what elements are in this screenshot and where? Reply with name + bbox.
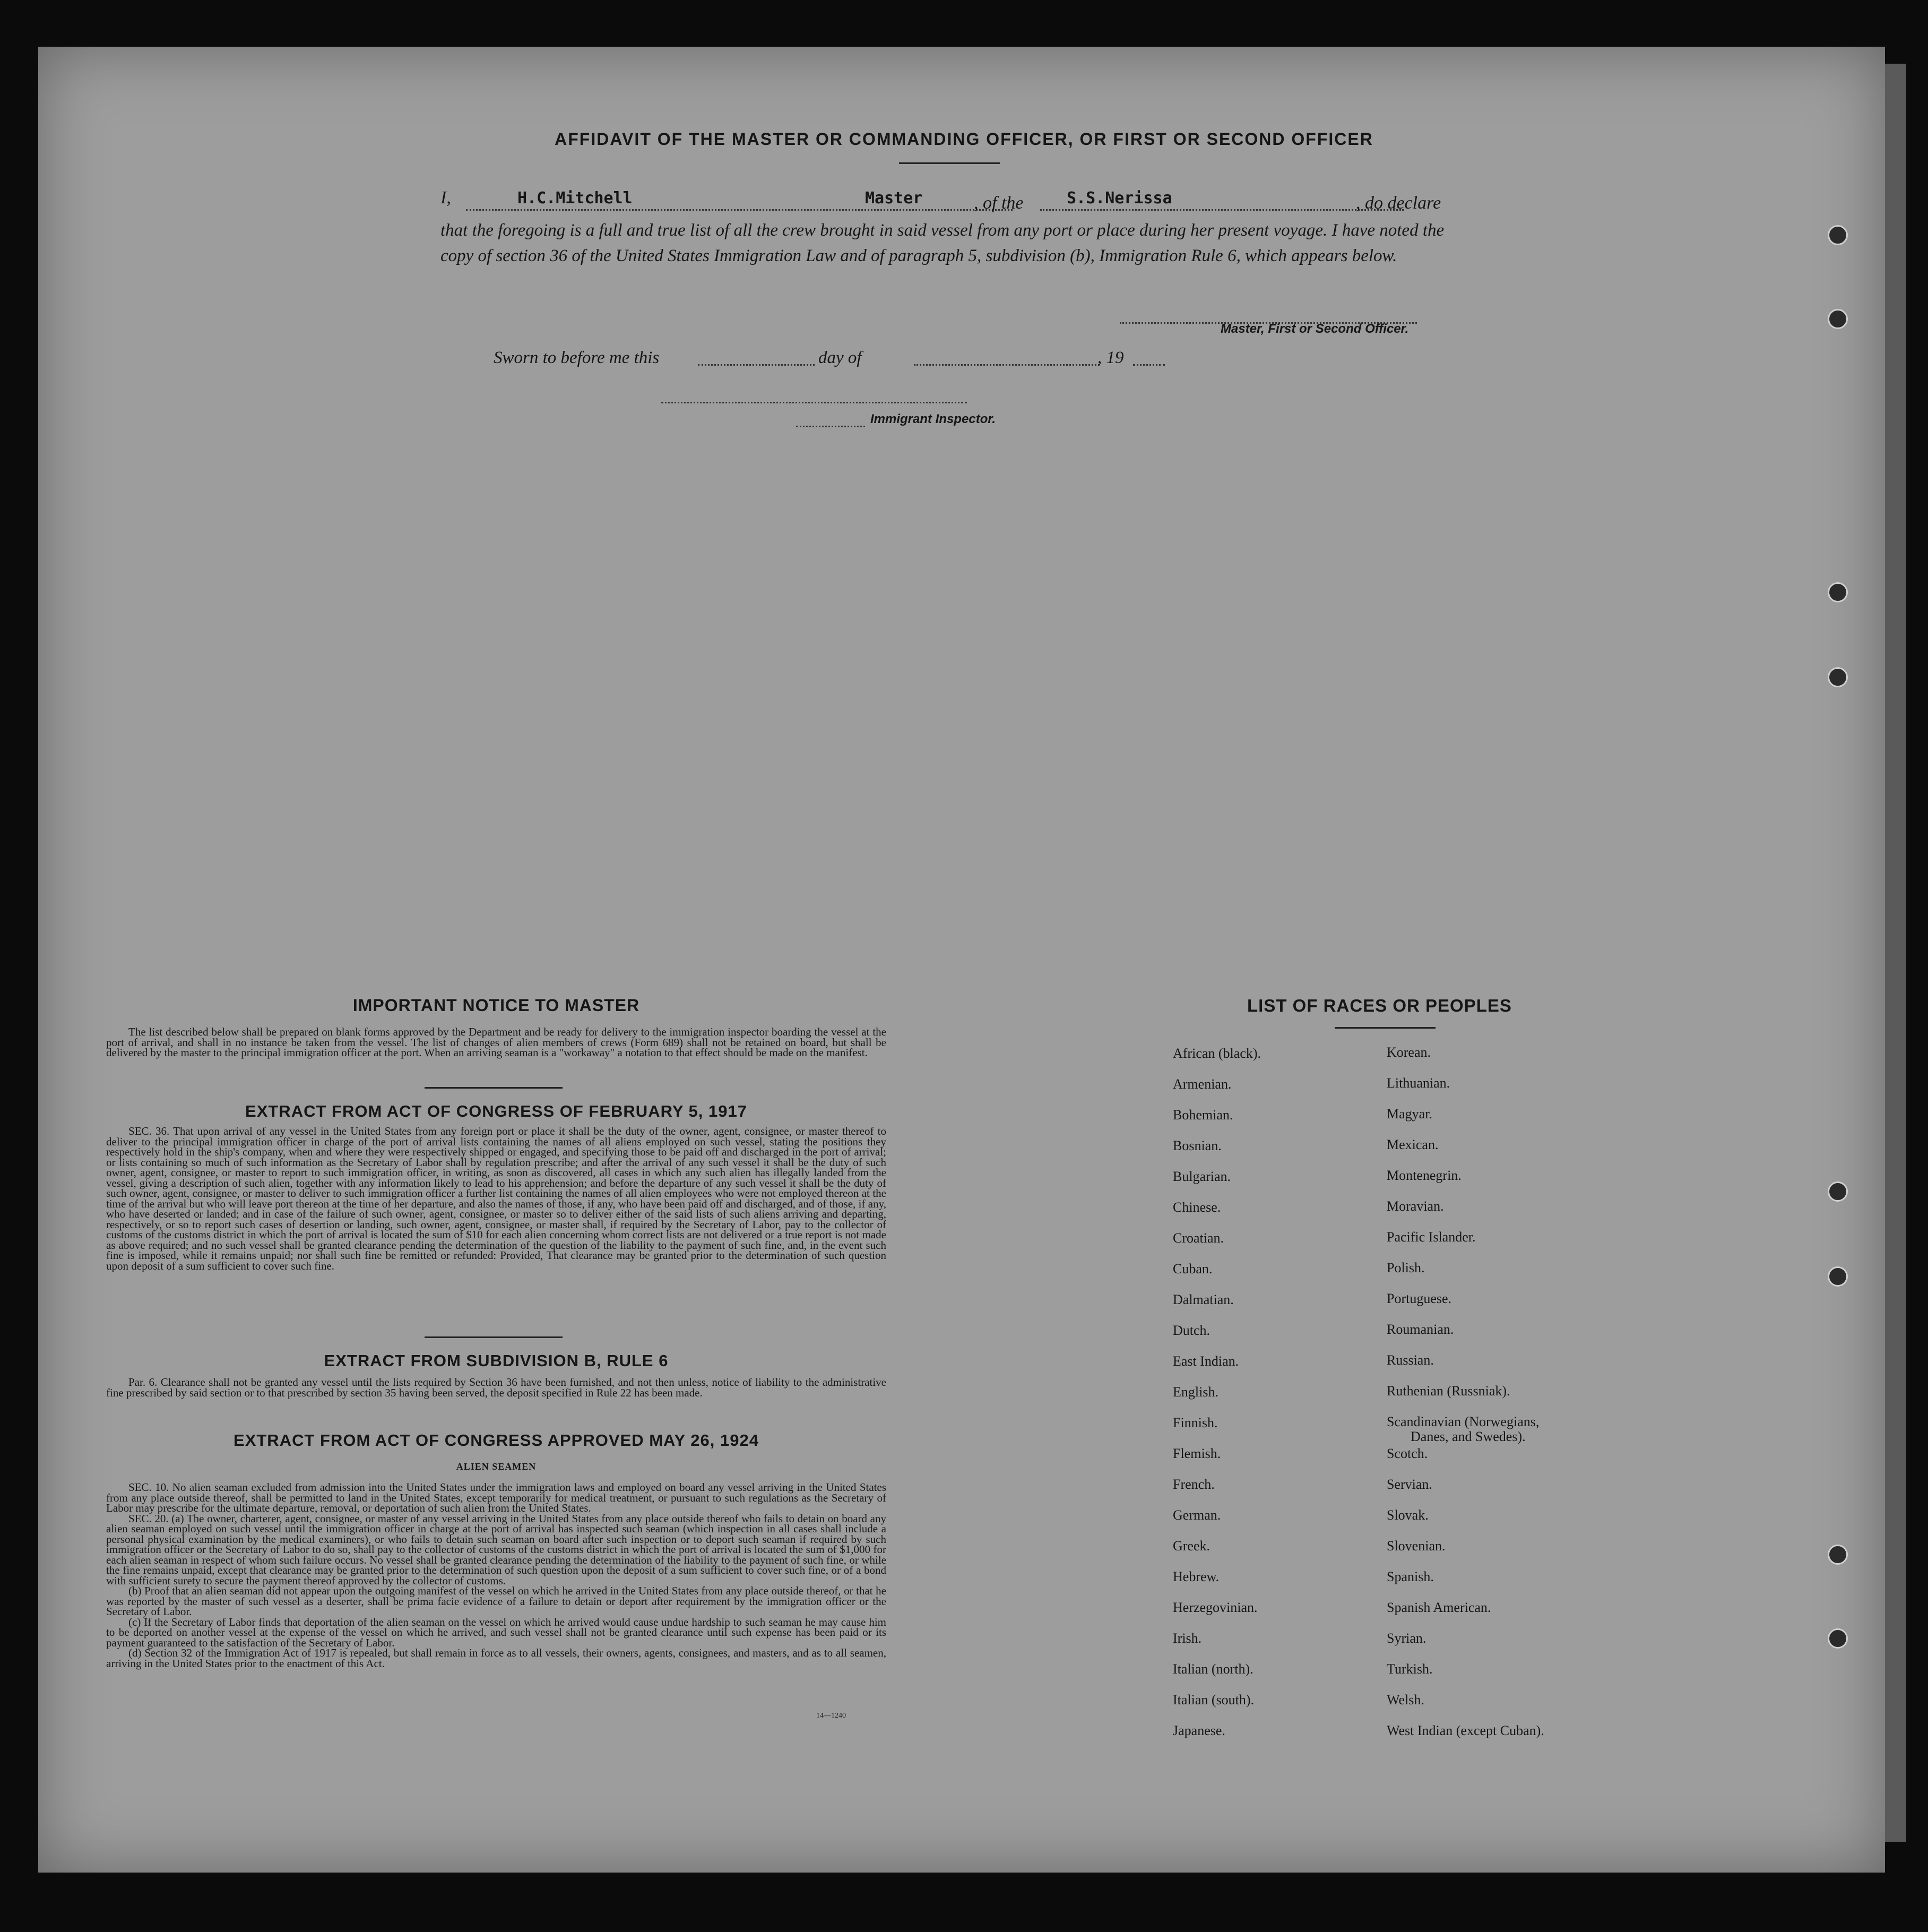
- binder-hole: [1828, 225, 1848, 245]
- sheet-edge: [1885, 64, 1906, 1842]
- race-item: African (black).: [1173, 1046, 1261, 1061]
- day-of-text: day of: [818, 348, 862, 367]
- extract-1924-text: [106, 1482, 886, 1669]
- race-item: Pacific Islander.: [1387, 1229, 1476, 1245]
- races-title-rule: [1335, 1027, 1436, 1029]
- sec-10-paragraph: SEC. 10. No alien seaman excluded from admission into the United States under the immigration laws and employed on board any vessel arriving in the United States from any place outside thereof, shall be permitted to land in the United States, except temporarily for medical treatment, or pursuant to such regulations as the Secretary of Labor may prescribe for the ultimate departure, removal, or deportation of such alien from the United States.: [106, 1481, 886, 1514]
- race-item: West Indian (except Cuban).: [1387, 1723, 1544, 1738]
- notice-text: [106, 1027, 886, 1058]
- sworn-year-line: [1133, 364, 1165, 366]
- declaration-prefix: I,: [440, 188, 451, 208]
- name-dotted-line: [466, 209, 1013, 211]
- race-item: Russian.: [1387, 1352, 1434, 1368]
- extract-1917-title: EXTRACT FROM ACT OF CONGRESS OF FEBRUARY 5, 1917: [245, 1102, 747, 1120]
- section-rule: [425, 1336, 563, 1338]
- binder-hole: [1828, 1181, 1848, 1202]
- race-item: Ruthenian (Russniak).: [1387, 1383, 1510, 1399]
- sec-36-paragraph: SEC. 36. That upon arrival of any vessel in the United States from any foreign port or place it shall be the duty of the owner, agent, consignee, or master thereof to deliver to the principal immigration officer in charge of the port of arrival lists containing the names of all aliens employed on such vessel, stating the positions they respectively hold in the ship's company, when and where they were respectively shipped or engaged, and specifying those to be paid off and discharged in the port of arrival; or lists containing so much of such information as the Secretary of Labor shall by regulation prescribe; and after the arrival of any such vessel it shall be the duty of such owner, agent, consignee, or master to report to such immigration officer, in writing, as soon as discovered, all cases in which any such alien has illegally landed from the vessel, giving a description of such alien, together with any information likely to lead to his apprehension; and before the departure of any such vessel it shall be the duty of such owner, agent, consignee, or master to deliver to such immigration officer a further list containing the names of all alien employees who were not employed thereon at the time of the arrival but who will leave port thereon at the time of her departure, and also the names of those, if any, who have been paid off and discharged, and of those, if any, who have deserted or landed; and in case of the failure of such owner, agent, consignee, or master so to deliver either of the said lists of such aliens arriving and departing, respectively, or so to report such cases of desertion or landing, such owner, agent, consignee, or master shall, if required by the Secretary of Labor, pay to the collector of customs of the customs district in which the port of arrival is located the sum of $10 for each alien concerning whom correct lists are not delivered or a true report is not made as above required; and no such vessel shall be granted clearance pending the determination of the question of the liability to the payment of such fine, and, in the event such fine is imposed, while it remains unpaid; nor shall such fine be remitted or refunded: Provided, That clearance may be granted prior to the determination of such question upon deposit of a sum sufficient to cover such fine.: [106, 1125, 886, 1272]
- sec-20d-paragraph: (d) Section 32 of the Immigration Act of 1917 is repealed, but shall remain in force as to all vessels, their owners, agents, consignees, and masters, and as to all seamen, arriving in the United States prior to the enactment of this Act.: [106, 1646, 886, 1670]
- sworn-day-line: [698, 364, 815, 366]
- sec-20a-paragraph: SEC. 20. (a) The owner, charterer, agent, consignee, or master of any vessel arriving in the United States from any place outside thereof who fails to detain on board any alien seaman employed on such vessel until the immigration officer in charge at the port of arrival has inspected such seaman (which inspection in all cases shall include a personal physical examination by the medical examiners), or who fails to detain such seaman on board after such inspection or to deport such seaman if required by such immigration officer or the Secretary of Labor to do so, shall pay to the collector of customs of the customs district in which the port of arrival is located the sum of $1,000 for each alien seaman in respect of whom such failure occurs. No vessel shall be granted clearance pending the determination of the liability to the payment of such fine, or while the fine remains unpaid, except that clearance may be granted prior to the determination of such question upon the deposit of a sum sufficient to cover such fine, or of a bond with sufficient surety to secure the payment thereof approved by the collector of customs.: [106, 1512, 886, 1587]
- race-item: French.: [1173, 1477, 1215, 1492]
- race-item: Hebrew.: [1173, 1569, 1220, 1584]
- notice-title: IMPORTANT NOTICE TO MASTER: [352, 996, 640, 1015]
- sec-20b-paragraph: (b) Proof that an alien seaman did not appear upon the outgoing manifest of the vessel on which he arrived in the United States from any place outside thereof, or that he was reported by the master of such vessel as a deserter, shall be prima facie evidence of a failure to detain or deport after requirement by the immigration officer or the Secretary of Labor.: [106, 1584, 886, 1618]
- race-item: English.: [1173, 1384, 1218, 1400]
- race-item: Syrian.: [1387, 1631, 1426, 1646]
- race-item: Croatian.: [1173, 1230, 1224, 1246]
- alien-seamen-subtitle: ALIEN SEAMEN: [456, 1461, 537, 1472]
- race-item: Herzegovinian.: [1173, 1600, 1258, 1615]
- inspector-line: [661, 402, 967, 403]
- race-item: Mexican.: [1387, 1137, 1439, 1152]
- year-text: , 19: [1097, 348, 1124, 367]
- signature-caption: Master, First or Second Officer.: [1221, 322, 1409, 336]
- race-item: Portuguese.: [1387, 1291, 1452, 1306]
- inspector-caption: Immigrant Inspector.: [870, 412, 996, 426]
- race-item: Dalmatian.: [1173, 1292, 1234, 1307]
- extract-1917-text: [106, 1126, 886, 1271]
- race-item: Danes, and Swedes).: [1411, 1429, 1526, 1444]
- race-item: Spanish American.: [1387, 1600, 1491, 1615]
- binder-hole: [1828, 1266, 1848, 1287]
- affidavit-title: AFFIDAVIT OF THE MASTER OR COMMANDING OFFICER, OR FIRST OR SECOND OFFICER: [555, 130, 1373, 149]
- race-item: Korean.: [1387, 1045, 1431, 1060]
- sworn-prefix: Sworn to before me this: [494, 348, 660, 367]
- race-item: Moravian.: [1387, 1198, 1444, 1214]
- extract-rule6-title: EXTRACT FROM SUBDIVISION B, RULE 6: [324, 1351, 669, 1370]
- race-item: Armenian.: [1173, 1076, 1232, 1092]
- declare-text: , do declare: [1356, 193, 1441, 213]
- race-item: Chinese.: [1173, 1200, 1221, 1215]
- binder-hole: [1828, 667, 1848, 687]
- binder-hole: [1828, 1545, 1848, 1565]
- race-item: Scotch.: [1387, 1446, 1428, 1461]
- par-6-paragraph: Par. 6. Clearance shall not be granted any vessel until the lists required by Section 36 have been furnished, and not then unless, notice of liability to the administrative fine prescribed by said section or to that prescribed by section 35 having been served, the deposit specified in Rule 22 has been made.: [106, 1376, 886, 1399]
- race-item: Welsh.: [1387, 1692, 1424, 1707]
- race-item: Slovenian.: [1387, 1538, 1446, 1554]
- binder-hole: [1828, 1628, 1848, 1649]
- title-rule: [899, 162, 1000, 164]
- binder-hole: [1828, 582, 1848, 602]
- declaration-text: that the foregoing is a full and true list of all the crew brought in said vessel from any port or place during her present voyage. I have noted the copy of section 36 of the United States Immigration Law and of paragraph 5, subdivision (b), Immigration Rule 6, which appears below.: [440, 221, 1445, 265]
- race-item: Spanish.: [1387, 1569, 1434, 1584]
- inspector-caption-line: [796, 426, 865, 427]
- race-item: German.: [1173, 1507, 1221, 1523]
- sec-20c-paragraph: (c) If the Secretary of Labor finds that deportation of the alien seaman on the vessel on which he arrived would cause undue hardship to such seaman he may cause him to be deported on another vessel at the expense of the vessel on which he arrived, and such vessel shall not be granted clearance until such expense has been paid or its payment guaranteed to the satisfaction of the Secretary of Labor.: [106, 1615, 886, 1649]
- race-item: Dutch.: [1173, 1323, 1211, 1338]
- race-item: Cuban.: [1173, 1261, 1213, 1276]
- race-item: Italian (south).: [1173, 1692, 1255, 1707]
- races-title: LIST OF RACES OR PEOPLES: [1247, 996, 1512, 1015]
- sworn-month-line: [914, 364, 1100, 366]
- race-item: Slovak.: [1387, 1507, 1429, 1523]
- race-item: Roumanian.: [1387, 1322, 1454, 1337]
- extract-1924-title: EXTRACT FROM ACT OF CONGRESS APPROVED MAY 26, 1924: [234, 1431, 759, 1450]
- vessel-dotted-line: [1040, 209, 1404, 211]
- binder-hole: [1828, 309, 1848, 329]
- race-item: Irish.: [1173, 1631, 1202, 1646]
- race-item: Servian.: [1387, 1477, 1432, 1492]
- race-item: Flemish.: [1173, 1446, 1221, 1461]
- race-item: Scandinavian (Norwegians,: [1387, 1414, 1540, 1429]
- race-item: Polish.: [1387, 1260, 1425, 1275]
- race-item: Greek.: [1173, 1538, 1211, 1554]
- race-item: Japanese.: [1173, 1723, 1225, 1738]
- race-item: East Indian.: [1173, 1353, 1239, 1369]
- of-the-text: , of the: [974, 193, 1024, 213]
- race-item: Bulgarian.: [1173, 1169, 1231, 1184]
- race-item: Finnish.: [1173, 1415, 1218, 1430]
- race-item: Montenegrin.: [1387, 1168, 1462, 1183]
- race-item: Turkish.: [1387, 1661, 1433, 1677]
- race-item: Italian (north).: [1173, 1661, 1253, 1677]
- race-item: Bohemian.: [1173, 1107, 1233, 1123]
- master-name: H.C.Mitchell: [517, 189, 633, 208]
- form-number: 14—1240: [816, 1712, 846, 1720]
- section-rule: [425, 1087, 563, 1089]
- race-item: Magyar.: [1387, 1106, 1432, 1122]
- master-rank: Master: [865, 189, 923, 208]
- race-item: Lithuanian.: [1387, 1075, 1450, 1091]
- vessel-name: S.S.Nerissa: [1067, 189, 1172, 208]
- extract-rule6-text: [106, 1377, 886, 1398]
- race-item: Bosnian.: [1173, 1138, 1222, 1153]
- notice-paragraph: The list described below shall be prepared on blank forms approved by the Department and be ready for delivery to the immigration inspector boarding the vessel at the port of arrival, and shall in no instance be taken from the vessel. The list of changes of alien members of crews (Form 689) shall not be retained on board, but shall be delivered by the master to the principal immigration officer at the port. When an arriving seaman is a "workaway" a notation to that effect should be made on the manifest.: [106, 1025, 886, 1059]
